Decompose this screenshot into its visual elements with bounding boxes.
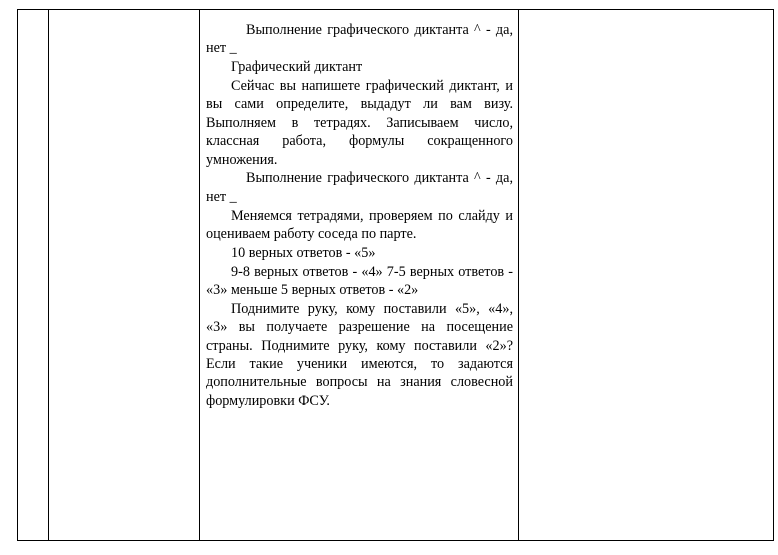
cell-text-block bbox=[200, 10, 518, 410]
lesson-table bbox=[17, 9, 774, 541]
table-cell-student-activity bbox=[519, 10, 774, 541]
paragraph-dictation-result-repeat: Выполнение графического диктанта ^ - да, нет _ bbox=[206, 170, 513, 205]
table-cell-stage bbox=[49, 10, 200, 541]
table-cell-teacher-activity bbox=[200, 10, 519, 541]
paragraph-dictation-result: Выполнение графического диктанта ^ - да, нет _ bbox=[206, 22, 513, 57]
paragraph-grade-5: 10 верных ответов - «5» bbox=[231, 244, 376, 261]
paragraph-dictation-heading: Графический диктант bbox=[231, 59, 363, 76]
paragraph-grade-scale: 9-8 верных ответов - «4» 7-5 верных ответов - «3» меньше 5 верных ответов - «2» bbox=[206, 263, 513, 299]
table-cell-number bbox=[18, 10, 49, 541]
paragraph-dictation-instructions: Сейчас вы напишете графический диктант, и вы сами определите, выдадут ли вам визу. Выполняем в тетрадях. Записываем число, классная работа, формулы сокращенного умножения. bbox=[206, 78, 513, 168]
paragraph-raise-hands: Поднимите руку, кому поставили «5», «4», «3» вы получаете разрешение на посещение страны. Поднимите руку, кому поставили «2»? Если такие ученики имеются, то задаются дополнительные вопросы на знания словесной формулировки ФСУ. bbox=[206, 300, 513, 409]
paragraph-peer-check: Меняемся тетрадями, проверяем по слайду и оцениваем работу соседа по парте. bbox=[206, 207, 513, 243]
table-row bbox=[18, 10, 774, 541]
